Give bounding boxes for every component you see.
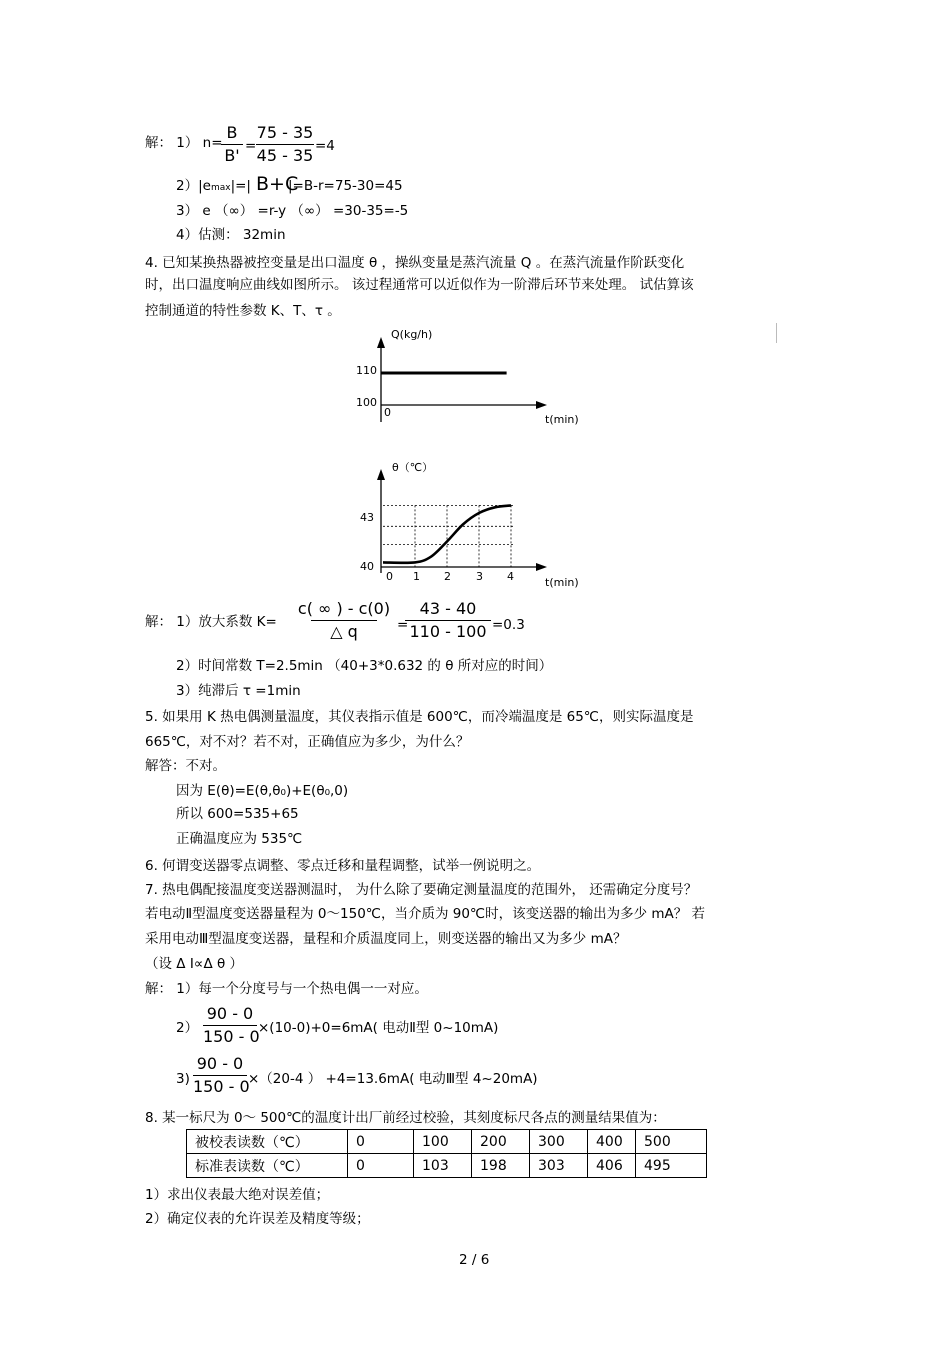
fraction-b-over-bprime [221, 123, 243, 166]
q8-sub2: 2）确定仪表的允许误差及精度等级； [145, 1211, 370, 1227]
q5-line4: 因为 E(θ)=E(θ,θ₀)+E(θ₀,0) [176, 783, 349, 799]
chart1-y-label: Q(kg/h) [391, 328, 433, 341]
sol3-equals: = [245, 138, 257, 154]
table-row-header: 标准表读数（℃） [187, 1154, 348, 1178]
sol4-line2: 2）时间常数 T=2.5min （40+3*0.632 的 θ 所对应的时间） [176, 658, 553, 674]
fraction-bar [193, 1075, 247, 1076]
fraction-bar [311, 620, 377, 621]
temperature-response-chart [350, 455, 590, 593]
chart2-y-label: θ（℃） [392, 461, 434, 474]
fraction-numerator: 75 - 35 [256, 123, 314, 142]
sol3-line2-sub: max [210, 183, 231, 193]
sol3-line2-rest: |=B-r=75-30=45 [288, 178, 403, 194]
sol3-result: =4 [315, 138, 335, 154]
chart2-x-tick-0: 0 [386, 570, 393, 583]
fraction-numerator: 90 - 0 [206, 1004, 254, 1023]
chart1-y-arrow [377, 337, 385, 348]
fraction-bar [203, 1025, 257, 1026]
chart1-y-tick-100: 100 [356, 396, 377, 409]
fraction-denominator: △ q [330, 622, 358, 641]
sol3-line4: 4）估测： 32min [176, 227, 286, 243]
sol4-line1-prefix: 解： 1）放大系数 K= [145, 614, 277, 630]
fraction-numerator: c( ∞ ) - c(0) [297, 599, 391, 618]
chart1-x-label: t(min) [545, 413, 579, 426]
sol4-result: =0.3 [492, 617, 525, 633]
chart2-x-tick-3: 3 [476, 570, 483, 583]
q7-sol1: 解： 1）每一个分度号与一个热电偶一一对应。 [145, 981, 428, 997]
fraction-gain-formula [291, 599, 397, 642]
fraction-90-over-150-b [193, 1054, 250, 1097]
sol3-line2 [176, 177, 251, 197]
q7-line3: 采用电动Ⅲ型温度变送器，量程和介质温度同上，则变送器的输出又为多少 mA？ [145, 931, 627, 947]
table-cell: 500 [636, 1130, 707, 1154]
q5-line2: 665℃，对不对？若不对，正确值应为多少，为什么？ [145, 734, 470, 750]
sol3-line3: 3） e （∞） =r-y （∞） =30-35=-5 [176, 203, 409, 219]
table-cell: 103 [414, 1154, 472, 1178]
table-cell: 400 [588, 1130, 636, 1154]
table-row [187, 1130, 707, 1154]
fraction-denominator: 45 - 35 [256, 146, 314, 165]
table-cell: 200 [472, 1130, 530, 1154]
table-cell: 0 [348, 1154, 414, 1178]
fraction-bar [405, 620, 491, 621]
q4-line1: 4. 已知某换热器被控变量是出口温度 θ ，操纵变量是蒸汽流量 Q 。在蒸汽流量作阶跃变化 [145, 255, 685, 271]
fraction-numerator: B [226, 123, 238, 142]
fraction-numerator: 90 - 0 [196, 1054, 244, 1073]
sol4-line3: 3）纯滞后 τ =1min [176, 683, 301, 699]
q4-line2: 时，出口温度响应曲线如图所示。 该过程通常可以近似作为一阶滞后环节来处理。 试估算该 [145, 277, 694, 293]
q5-answer: 解答：不对。 [145, 758, 226, 774]
chart2-x-arrow [536, 563, 547, 571]
fraction-bar [256, 144, 314, 145]
fraction-gain-values [405, 599, 491, 642]
page-margin-mark [776, 323, 777, 343]
q4-line3: 控制通道的特性参数 K、T、τ 。 [145, 303, 341, 319]
q7-sol2-prefix: 2） [176, 1020, 199, 1036]
fraction-75-35-over-45-35 [256, 123, 314, 166]
table-cell: 406 [588, 1154, 636, 1178]
q8-line1: 8. 某一标尺为 0～ 500℃的温度计出厂前经过校验，其刻度标尺各点的测量结果值为： [145, 1110, 666, 1126]
table-row [187, 1154, 707, 1178]
chart2-x-tick-1: 1 [413, 570, 420, 583]
q5-line5: 所以 600=535+65 [176, 806, 299, 822]
q7-sol2-rest: ×(10-0)+0=6mA( 电动Ⅱ型 0~10mA) [258, 1020, 499, 1036]
step-input-chart [350, 322, 590, 432]
q7-line1: 7. 热电偶配接温度变送器测温时， 为什么除了要确定测量温度的范围外， 还需确定分度号？ [145, 882, 698, 898]
q6-text: 6. 何谓变送器零点调整、零点迁移和量程调整，试举一例说明之。 [145, 858, 541, 874]
q7-sol3-prefix: 3) [176, 1071, 190, 1087]
fraction-bar [221, 144, 243, 145]
q8-sub1: 1）求出仪表最大绝对误差值； [145, 1187, 330, 1203]
chart2-y-tick-40: 40 [360, 560, 374, 573]
table-cell: 198 [472, 1154, 530, 1178]
chart2-grid [383, 505, 514, 567]
chart2-y-tick-43: 43 [360, 511, 374, 524]
chart2-x-tick-4: 4 [507, 570, 514, 583]
sol3-line2-big: B+C [256, 173, 299, 195]
sol4-equals: = [397, 617, 409, 633]
sol3-line1-prefix: 解： 1） n= [145, 135, 223, 151]
chart1-x-arrow [536, 401, 547, 409]
q7-line2: 若电动Ⅱ型温度变送器量程为 0～150℃，当介质为 90℃时，该变送器的输出为多少 mA？ 若 [145, 906, 706, 922]
fraction-90-over-150-a [203, 1004, 260, 1047]
table-cell: 303 [530, 1154, 588, 1178]
fraction-denominator: 110 - 100 [409, 622, 487, 641]
chart1-x-tick-0: 0 [384, 406, 391, 419]
table-cell: 100 [414, 1130, 472, 1154]
q5-line1: 5. 如果用 K 热电偶测量温度，其仪表指示值是 600℃，而冷端温度是 65℃，则实际温度是 [145, 709, 694, 725]
chart2-x-tick-2: 2 [444, 570, 451, 583]
page-number: 2 / 6 [459, 1252, 490, 1268]
q5-line6: 正确温度应为 535℃ [176, 831, 303, 847]
q7-line4: （设 Δ I∝Δ θ ） [145, 956, 244, 972]
fraction-denominator: 150 - 0 [203, 1027, 260, 1046]
calibration-table [186, 1129, 707, 1178]
table-cell: 495 [636, 1154, 707, 1178]
chart2-y-arrow [377, 469, 385, 480]
fraction-denominator: B' [224, 146, 240, 165]
table-row-header: 被校表读数（℃） [187, 1130, 348, 1154]
q7-sol3-rest: ×（20-4 ） +4=13.6mA( 电动Ⅲ型 4~20mA) [248, 1071, 538, 1087]
sol3-line2-mid: |=| [230, 178, 251, 194]
fraction-denominator: 150 - 0 [193, 1077, 250, 1096]
chart1-y-tick-110: 110 [356, 364, 377, 377]
table-cell: 300 [530, 1130, 588, 1154]
chart1-axes [381, 346, 538, 422]
fraction-numerator: 43 - 40 [419, 599, 477, 618]
sol3-line2-prefix: 2）|e [176, 178, 211, 194]
table-cell: 0 [348, 1130, 414, 1154]
chart2-x-label: t(min) [545, 576, 579, 589]
